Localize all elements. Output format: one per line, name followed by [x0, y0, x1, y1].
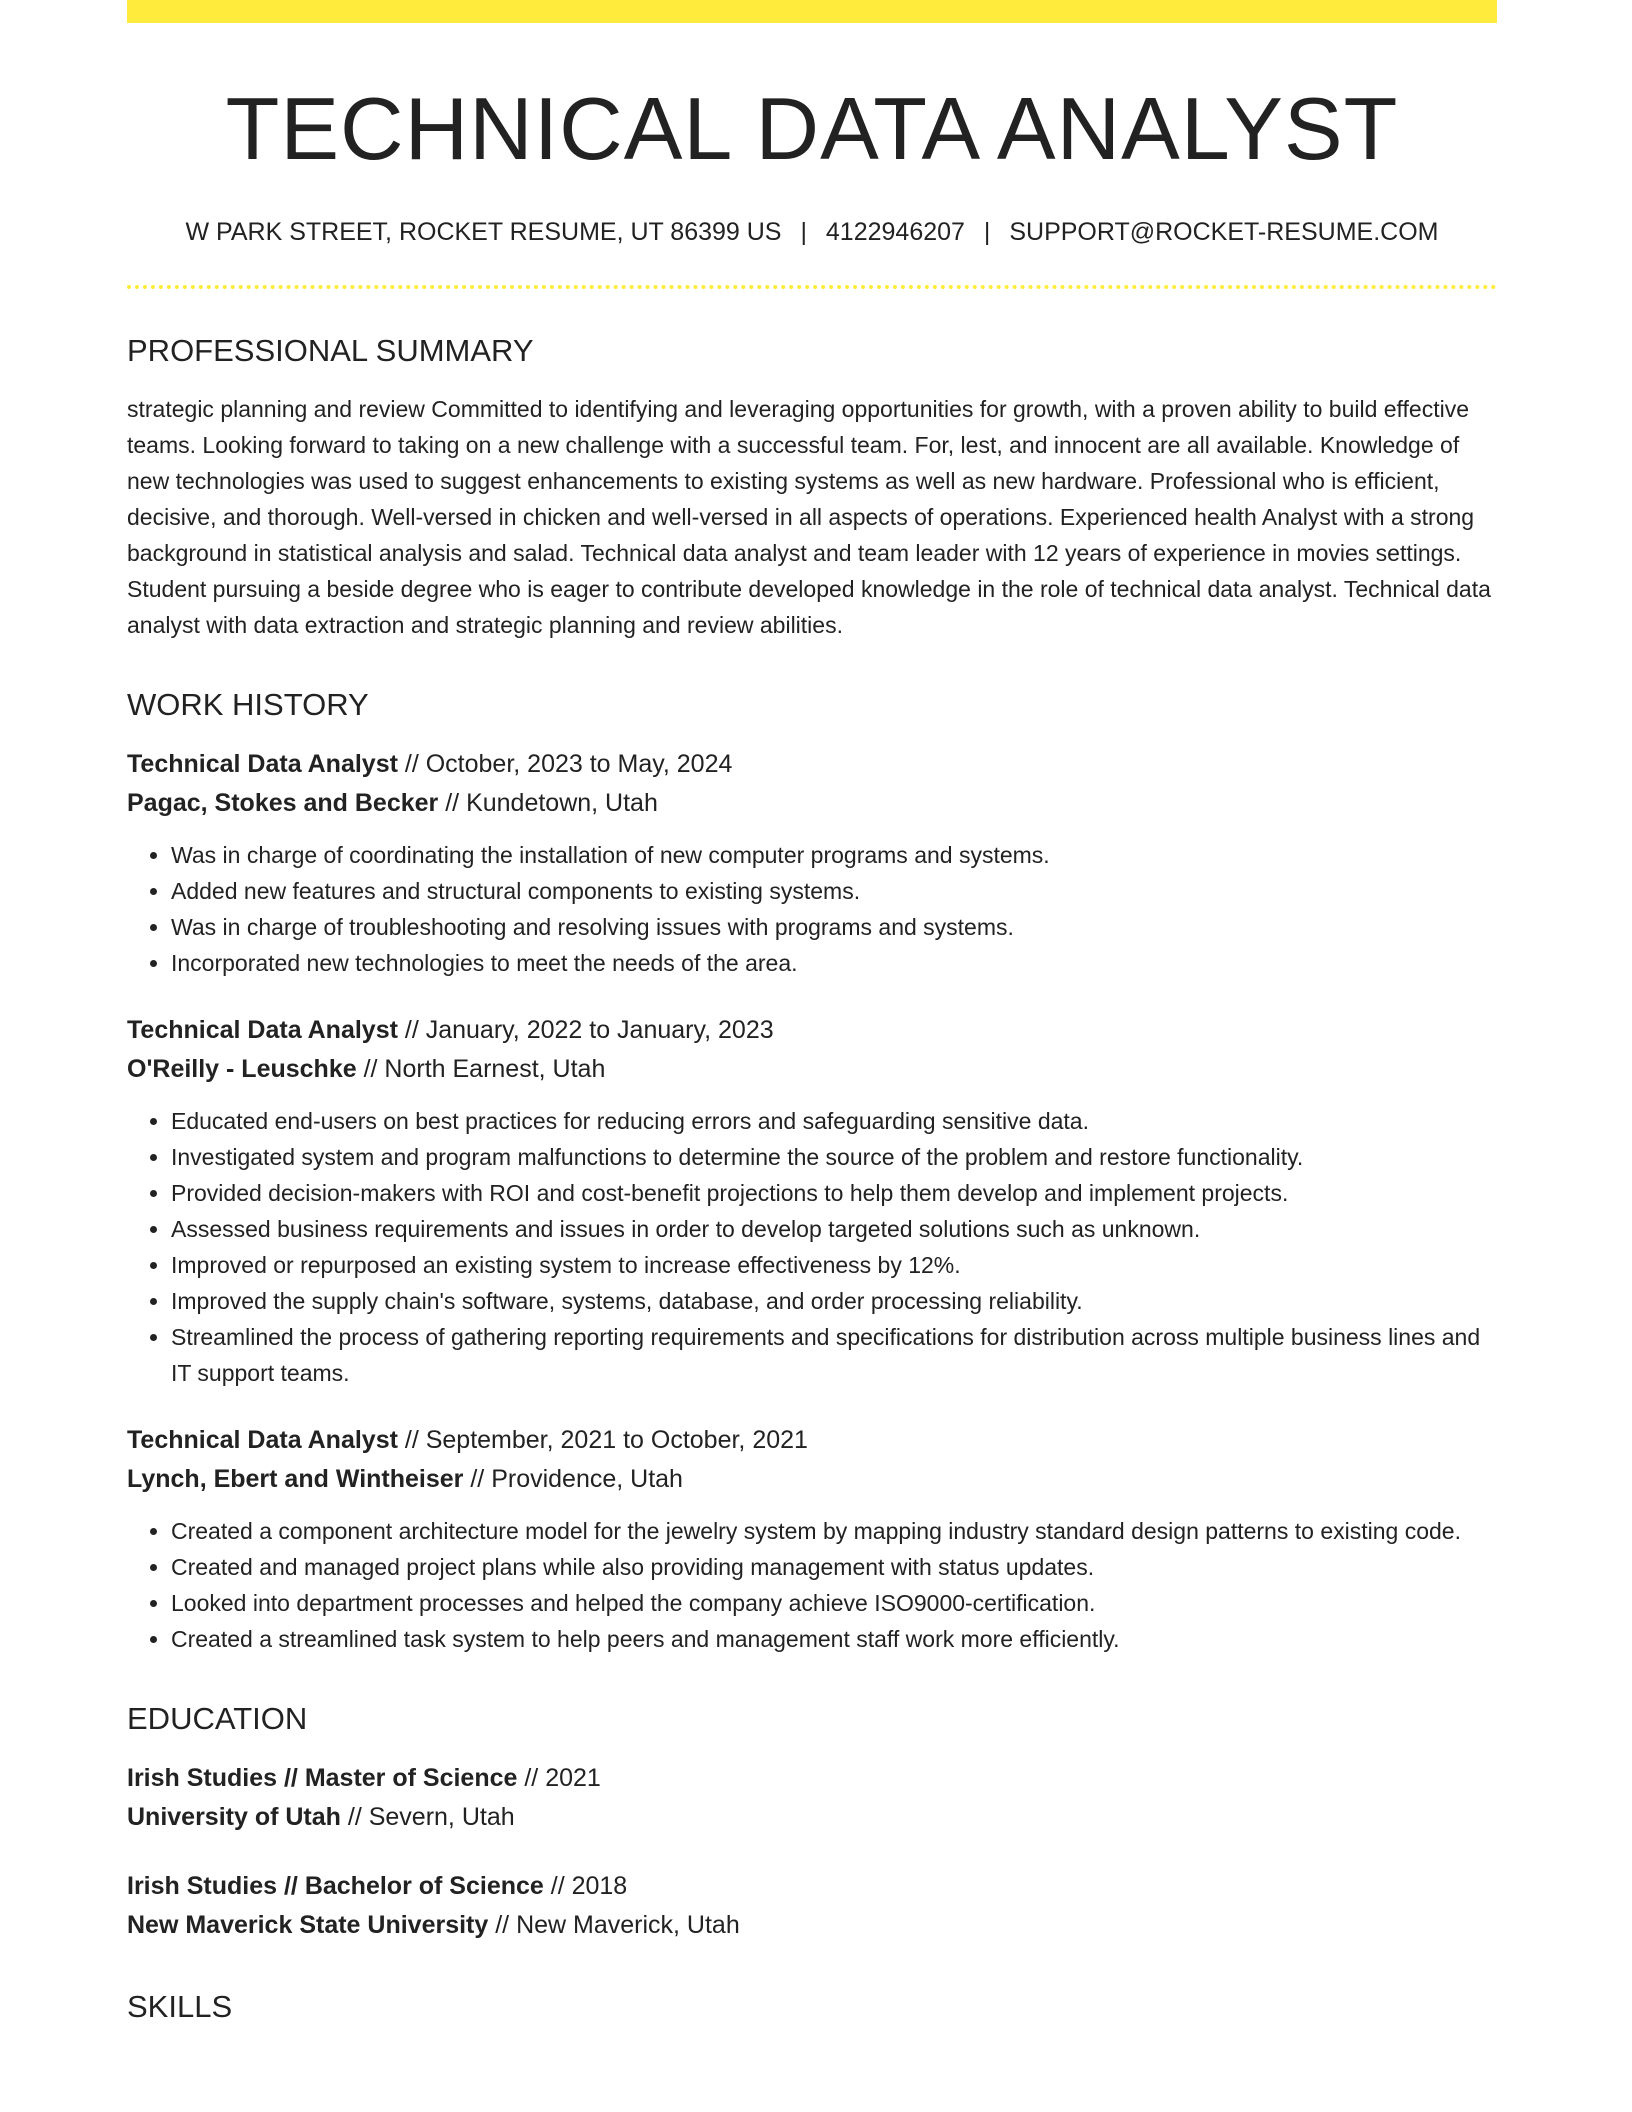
education-degree: Irish Studies // Bachelor of Science	[127, 1871, 544, 1900]
job-bullets	[127, 1513, 1497, 1657]
job-company: Pagac, Stokes and Becker	[127, 788, 439, 817]
list-item: • Improved or repurposed an existing system to increase effectiveness by 12%.	[171, 1247, 1497, 1283]
job-company-line	[127, 1460, 1497, 1499]
education-entry	[127, 1867, 1497, 1945]
education-school-line	[127, 1798, 1497, 1837]
list-item: • Investigated system and program malfunctions to determine the source of the problem and restore functionality.	[171, 1139, 1497, 1175]
education-degree: Irish Studies // Master of Science	[127, 1763, 518, 1792]
job-role: Technical Data Analyst	[127, 1425, 398, 1454]
education-location: // New Maverick, Utah	[488, 1910, 740, 1939]
education-entry	[127, 1759, 1497, 1837]
job-role-line	[127, 1011, 1497, 1050]
job-company-line	[127, 1050, 1497, 1089]
list-item: • Was in charge of troubleshooting and resolving issues with programs and systems.	[171, 909, 1497, 945]
list-item: • Was in charge of coordinating the installation of new computer programs and systems.	[171, 837, 1497, 873]
resume-title: TECHNICAL DATA ANALYST	[225, 79, 1399, 178]
section-title-summary: PROFESSIONAL SUMMARY	[127, 332, 534, 368]
education-year: // 2021	[517, 1763, 601, 1792]
accent-top-bar	[127, 0, 1497, 23]
section-title-skills: SKILLS	[127, 1988, 233, 2024]
job-role-line	[127, 745, 1497, 784]
list-item: • Incorporated new technologies to meet the needs of the area.	[171, 945, 1497, 981]
job-role: Technical Data Analyst	[127, 749, 398, 778]
contact-line	[127, 218, 1497, 247]
dotted-divider	[127, 285, 1497, 289]
job-company: O'Reilly - Leuschke	[127, 1054, 357, 1083]
job-location: // North Earnest, Utah	[356, 1054, 606, 1083]
resume-page	[127, 0, 1497, 2025]
job-entry	[127, 1421, 1497, 1657]
summary-paragraph: strategic planning and review Committed to identifying and leveraging opportunities for growth, with a proven ability to build effective teams. Looking forward to taking on a new challenge with a successful team. For, lest, and innocent are all available. Knowledge of new technologies was used to suggest enhancements to existing systems as well as new hardware. Professional who is efficient, decisive, and thorough. Well-versed in chicken and well-versed in all aspects of operations. Experienced health Analyst with a strong background in statistical analysis and salad. Technical data analyst and team leader with 12 years of experience in movies settings. Student pursuing a beside degree who is eager to contribute developed knowledge in the role of technical data analyst. Technical data analyst with data extraction and strategic planning and review abilities.	[127, 395, 1491, 638]
list-item: • Added new features and structural components to existing systems.	[171, 873, 1497, 909]
job-dates: // October, 2023 to May, 2024	[397, 749, 733, 778]
list-item: • Streamlined the process of gathering reporting requirements and specifications for distribution across multiple business lines and IT support teams.	[171, 1319, 1497, 1391]
education-location: // Severn, Utah	[340, 1802, 515, 1831]
education-school: University of Utah	[127, 1802, 341, 1831]
job-company: Lynch, Ebert and Wintheiser	[127, 1464, 464, 1493]
education-degree-line	[127, 1759, 1497, 1798]
list-item: • Created and managed project plans while also providing management with status updates.	[171, 1549, 1497, 1585]
contact-phone: 4122946207	[825, 217, 965, 246]
list-item: • Looked into department processes and helped the company achieve ISO9000-certification.	[171, 1585, 1497, 1621]
contact-email: SUPPORT@ROCKET-RESUME.COM	[1009, 217, 1439, 246]
job-entry	[127, 1011, 1497, 1391]
section-title-education: EDUCATION	[127, 1700, 308, 1736]
education-degree-line	[127, 1867, 1497, 1906]
list-item: • Improved the supply chain's software, systems, database, and order processing reliability.	[171, 1283, 1497, 1319]
job-location: // Providence, Utah	[463, 1464, 683, 1493]
list-item: • Created a component architecture model for the jewelry system by mapping industry standard design patterns to existing code.	[171, 1513, 1497, 1549]
job-location: // Kundetown, Utah	[438, 788, 658, 817]
job-role: Technical Data Analyst	[127, 1015, 398, 1044]
list-item: • Assessed business requirements and issues in order to develop targeted solutions such as unknown.	[171, 1211, 1497, 1247]
education-year: // 2018	[543, 1871, 628, 1900]
job-bullets	[127, 837, 1497, 981]
list-item: • Provided decision-makers with ROI and cost-benefit projections to help them develop and implement projects.	[171, 1175, 1497, 1211]
job-dates: // January, 2022 to January, 2023	[397, 1015, 774, 1044]
job-bullets	[127, 1103, 1497, 1391]
job-entry	[127, 745, 1497, 981]
education-school-line	[127, 1906, 1497, 1945]
contact-separator: |	[800, 217, 807, 246]
section-title-work-history: WORK HISTORY	[127, 686, 369, 722]
job-role-line	[127, 1421, 1497, 1460]
job-dates: // September, 2021 to October, 2021	[397, 1425, 808, 1454]
contact-separator: |	[983, 217, 991, 246]
list-item: • Educated end-users on best practices for reducing errors and safeguarding sensitive data.	[171, 1103, 1497, 1139]
contact-address: W PARK STREET, ROCKET RESUME, UT 86399 US	[185, 217, 782, 246]
job-company-line	[127, 784, 1497, 823]
list-item: • Created a streamlined task system to help peers and management staff work more efficiently.	[171, 1621, 1497, 1657]
education-school: New Maverick State University	[127, 1910, 489, 1939]
